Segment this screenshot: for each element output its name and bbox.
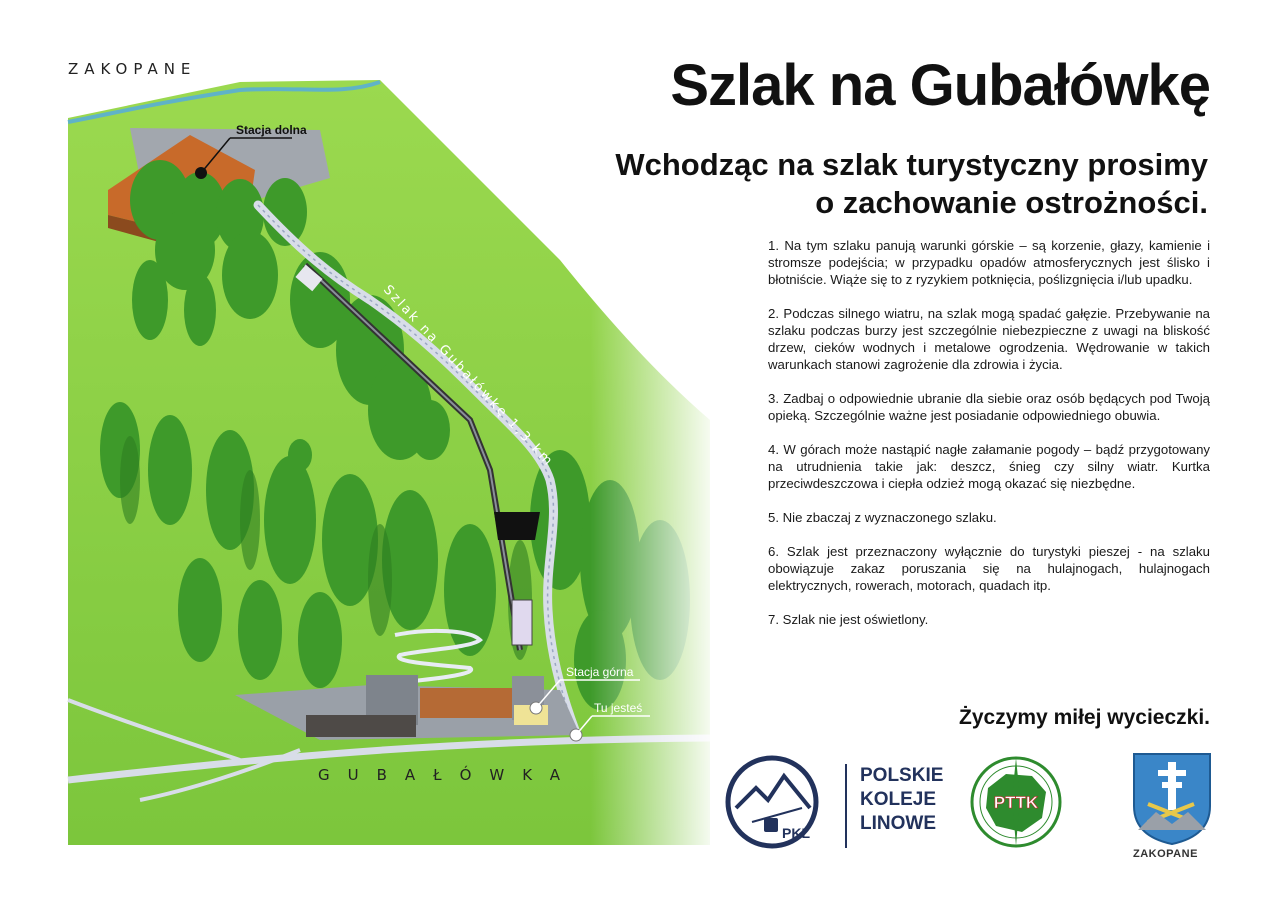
rule-item: 1. Na tym szlaku panują warunki górskie – są korzenie, głazy, kamienie i stromsze podejścia; w przypadku opadów atmosferycznych jest ślisko i błotniście. Wiąże się to z ryzykiem potknięcia, poślizgnięcia i/lub upadku. <box>768 238 1210 287</box>
zakopane-coat-of-arms <box>1132 752 1212 846</box>
subtitle-line-2: o zachowanie ostrożności. <box>815 185 1208 220</box>
gondola-icon <box>764 818 778 832</box>
pkl-line-3: LINOWE <box>860 813 936 834</box>
page-subtitle <box>488 146 1208 222</box>
rule-item: 5. Nie zbaczaj z wyznaczonego szlaku. <box>768 510 997 525</box>
closing-wish: Życzymy miłej wycieczki. <box>959 706 1210 729</box>
pkl-line-2: KOLEJE <box>860 789 937 810</box>
logo-divider <box>845 764 847 848</box>
rule-item: 2. Podczas silnego wiatru, na szlak mogą spadać gałęzie. Przebywanie na szlaku podczas burzy jest szczególnie niebezpieczne z uwagi na bliskość drzew, cieków wodnych i metalowe ogrodzenia. Wędrowanie w takich warunkach stanowi zagrożenie dla zdrowia i życia. <box>768 306 1210 372</box>
pkl-wordmark <box>860 764 943 836</box>
rules-list <box>768 237 1210 645</box>
mountain-label: GUBAŁÓWKA <box>318 766 579 784</box>
pkl-abbrev: PKL <box>782 825 810 841</box>
subtitle-line-1: Wchodząc na szlak turystyczny prosimy <box>615 147 1208 182</box>
coat-of-arms-label: ZAKOPANE <box>1133 848 1198 860</box>
pttk-logo <box>966 752 1066 852</box>
pkl-logo <box>722 752 832 852</box>
pttk-label: PTTK <box>993 793 1039 812</box>
pkl-line-1: POLSKIE <box>860 765 944 786</box>
rule-item: 4. W górach może nastąpić nagłe załamanie pogody – bądź przygotowany na utrudnienia takie jak: deszcz, śnieg czy silny wiatr. Kurtka przeciwdeszczowa i ciepła odzież mogą okazać się niezbędne. <box>768 442 1210 491</box>
rule-item: 7. Szlak nie jest oświetlony. <box>768 612 929 627</box>
town-label: ZAKOPANE <box>68 60 197 78</box>
mountain-icon <box>736 776 810 808</box>
rule-item: 3. Zadbaj o odpowiednie ubranie dla siebie oraz osób będących pod Twoją opieką. Szczególnie ważne jest posiadanie odpowiedniego obuwia. <box>768 391 1210 423</box>
rule-item: 6. Szlak jest przeznaczony wyłącznie do turystyki pieszej - na szlaku obowiązuje zakaz poruszania się na hulajnogach, hulajnogach elektrycznych, rowerach, motorach, quadach itp. <box>768 544 1210 593</box>
page-title: Szlak na Gubałówkę <box>670 53 1210 118</box>
